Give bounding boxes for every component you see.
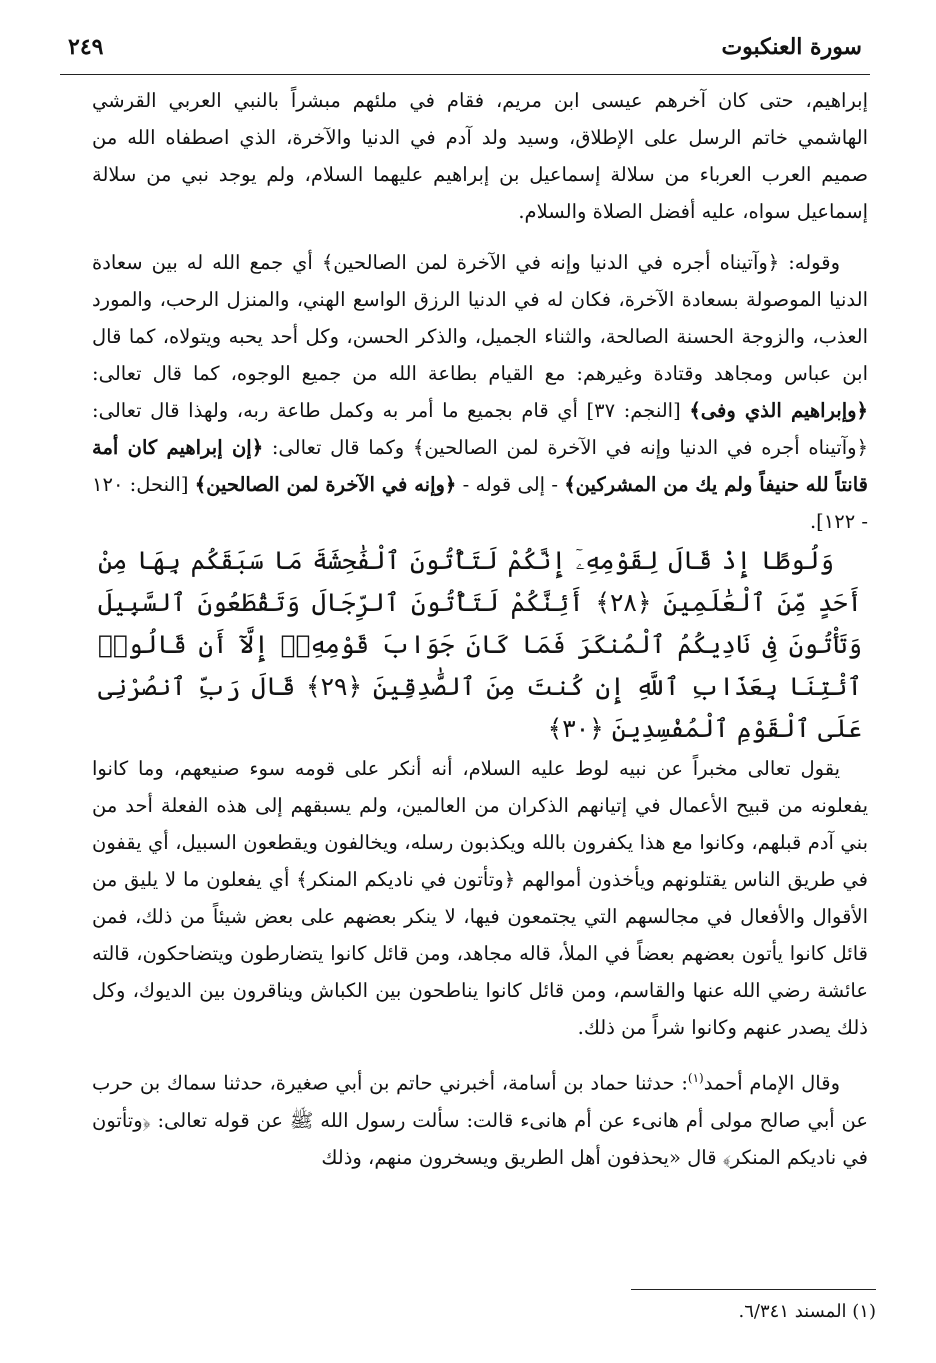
paragraph-3: يقول تعالى مخبراً عن نبيه لوط عليه السلام، أنه أنكر على قومه سوء صنيعهم، وما كانوا يفعلونه من قبيح الأعمال في إتيانهم الذكران من العالمين، ولم يسبقهم إلى هذه الفعلة أحد من بني آدم قبلهم، وكانوا مع هذا يكفرون بالله ويكذبون رسله، ويخالفون ويقطعون السبيل، أي يقفون في طريق الناس يقتلونهم ويأخذون أموالهم ﴿وتأتون في ناديكم المنكر﴾ أي يفعلون ما لا يليق من الأقوال والأفعال في مجالسهم التي يجتمعون فيها، لا ينكر بعضهم على بعض شيئاً من ذلك، فمن قائل كانوا يأتون بعضهم بعضاً في الملأ، قاله مجاهد، ومن قائل كانوا يتضارطون ويتضاحكون، قالته عائشة رضي الله عنها والقاسم، ومن قائل كانوا يناطحون بين الكباش ويناقرون بين الديوك، وكل ذلك يصدر عنهم وكانوا شراً من ذلك. bbox=[92, 757, 868, 1039]
surah-title: سورة العنكبوت bbox=[721, 34, 862, 60]
paragraph-2-part-b: [النجم: ٣٧] أي قام بجميع ما أمر به وكمل طاعة ربه، ولهذا قال تعالى: ﴿وآتيناه أجره في الدنيا وإنه في الآخرة لمن الصالحين﴾ وكما قال تعالى: bbox=[92, 399, 868, 459]
paragraph-2-part-a: وقوله: ﴿وآتيناه أجره في الدنيا وإنه في الآخرة لمن الصالحين﴾ أي جمع الله له بين سعادة الدنيا الموصولة بسعادة الآخرة، فكان له في الدنيا الرزق الواسع الهني، والمنزل الرحب، والمورد العذب، والزوجة الحسنة الصالحة، والثناء الجميل، والذكر الحسن، وكل أحد يحبه ويتولاه، كما قال ابن عباس ومجاهد وقتادة وغيرهم: مع القيام بطاعة الله من جميع الوجوه، كما قال تعالى: bbox=[92, 251, 868, 385]
paragraph-2-part-d: [النحل: ١٢٠ - ١٢٢]. bbox=[92, 473, 868, 533]
paragraph-4-part-b: : حدثنا حماد بن أسامة، أخبرني حاتم بن أبي صغيرة، حدثنا سماك بن حرب عن أبي صالح مولى أم هانىء عن أم هانىء قالت: سألت رسول الله ﷺ عن قوله تعالى: ﴿وتأتون في ناديكم المنكر﴾ قال «يحذفون أهل الطريق ويسخرون منهم، وذلك bbox=[92, 1071, 868, 1169]
paragraph-2-part-c: - إلى قوله - bbox=[456, 473, 565, 496]
paragraph-4-part-a: وقال الإمام أحمد bbox=[703, 1071, 840, 1095]
quran-quote-nahl-122: ﴿وإنه في الآخرة لمن الصالحين﴾ bbox=[194, 473, 457, 496]
page-number: ٢٤٩ bbox=[68, 34, 104, 60]
footnote: (١) المسند ٦/٣٤١. bbox=[738, 1301, 876, 1322]
quran-quote-najm: ﴿وإبراهيم الذي وفى﴾ bbox=[689, 399, 868, 422]
footnote-marker: (١) bbox=[687, 1071, 704, 1085]
paragraph-2 bbox=[92, 244, 868, 540]
quran-verse-block: وَلُوطًا إِذْ قَالَ لِقَوْمِهِۦٓ إِنَّكُمْ لَتَأْتُونَ ٱلْفَٰحِشَةَ مَا سَبَقَكُم بِهَا مِنْ أَحَدٍ مِّنَ ٱلْعَٰلَمِينَ ﴿٢٨﴾ أَئِنَّكُمْ لَتَأْتُونَ ٱلرِّجَالَ وَتَقْطَعُونَ ٱلسَّبِيلَ وَتَأْتُونَ فِى نَادِيكُمُ ٱلْمُنكَرَ فَمَا كَانَ جَوَابَ قَوْمِهِۦٓ إِلَّآ أَن قَالُوا۟ ٱئْتِنَا بِعَذَابِ ٱللَّهِ إِن كُنتَ مِنَ ٱلصَّٰدِقِينَ ﴿٢٩﴾ قَالَ رَبِّ ٱنصُرْنِى عَلَى ٱلْقَوْمِ ٱلْمُفْسِدِينَ ﴿٣٠﴾ bbox=[98, 546, 862, 743]
footnote-divider bbox=[631, 1289, 876, 1290]
body-text bbox=[92, 82, 868, 1176]
quran-quote-nahl-120: ﴿إن إبراهيم كان أمة قانتاً لله حنيفاً ولم يك من المشركين﴾ bbox=[92, 436, 868, 496]
running-header bbox=[60, 30, 870, 75]
paragraph-1: إبراهيم، حتى كان آخرهم عيسى ابن مريم، فقام في ملئهم مبشراً بالنبي العربي القرشي الهاشمي خاتم الرسل على الإطلاق، وسيد ولد آدم في الدنيا والآخرة، الذي اصطفاه الله من صميم العرب العرباء من سلالة إسماعيل بن إبراهيم عليهما السلام، ولم يوجد نبي من سلالة إسماعيل سواه، عليه أفضل الصلاة والسلام. bbox=[92, 89, 868, 223]
paragraph-4 bbox=[92, 1060, 868, 1176]
